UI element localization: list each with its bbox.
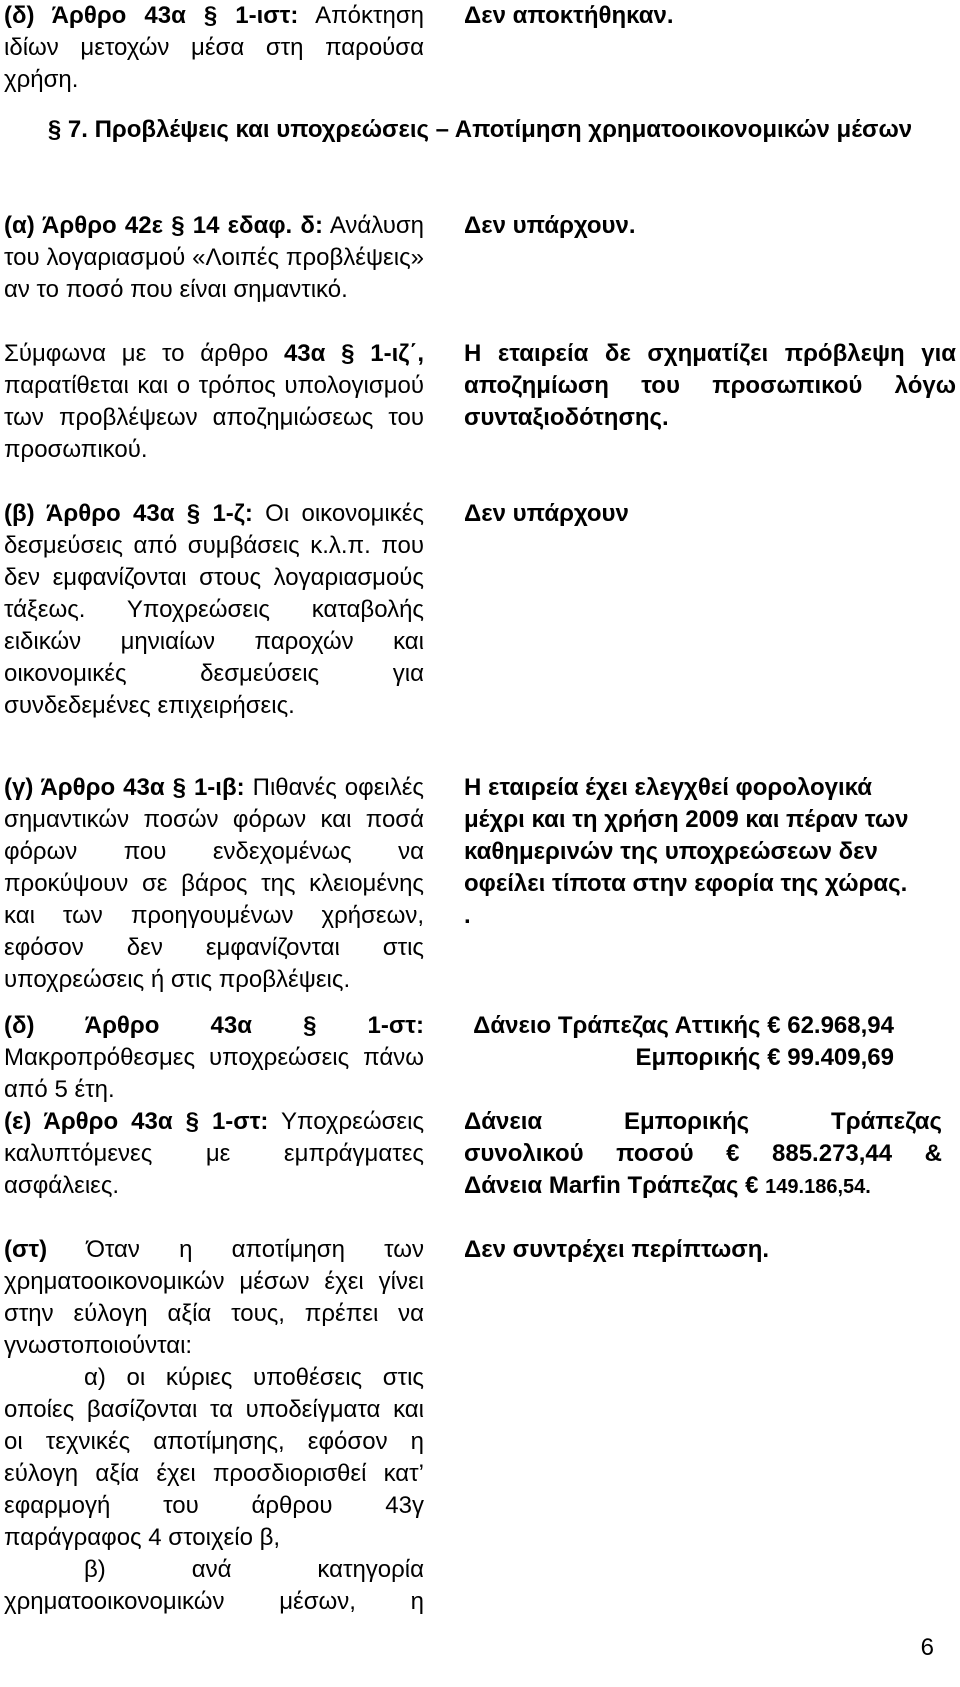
article-ref: (α) Άρθρο 42ε § 14 εδαφ. δ:: [4, 212, 323, 239]
row-c-left: [4, 772, 424, 996]
row-st-left: [4, 1234, 424, 1618]
article-ref: (δ) Άρθρο 43α § 1-ιστ:: [4, 2, 299, 29]
row-a-left: [4, 210, 424, 306]
answer-line: [464, 1170, 942, 1203]
section-heading: [32, 114, 928, 146]
list-item: β) ανά κατηγορία χρηματοοικονομικών μέσων, η: [4, 1556, 424, 1615]
section-number: § 7.: [47, 116, 88, 143]
answer-line: Δάνειο Τράπεζας Αττικής € 62.968,94: [473, 1012, 894, 1039]
article-text: παρατίθεται και ο τρόπος υπολογισμού των προβλέψεων αποζημιώσεως του προσωπικού.: [4, 372, 424, 463]
row-e-answer: [464, 1106, 942, 1203]
row-c-answer: [464, 772, 934, 932]
answer-dot: .: [464, 902, 471, 929]
answer-line: Εμπορικής € 99.409,69: [635, 1044, 894, 1071]
article-ref: (ε) Άρθρο 43α § 1-στ:: [4, 1108, 269, 1135]
answer-line: Δάνεια Εμπορικής Τράπεζας: [464, 1108, 942, 1135]
row-d-top-left: [4, 0, 424, 96]
row-b-left: [4, 498, 424, 722]
answer-line: συνολικού ποσού € 885.273,44 &: [464, 1140, 942, 1167]
answer-part: Δάνεια Marfin Τράπεζας €: [464, 1172, 759, 1199]
row-b-answer: Δεν υπάρχουν: [464, 500, 629, 527]
article-text: Μακροπρόθεσμες υποχρεώσεις πάνω από 5 έτη.: [4, 1044, 424, 1103]
list-item: α) οι κύριες υποθέσεις στις οποίες βασίζονται τα υποδείγματα και οι τεχνικές αποτίμησης, εφόσον η εύλογη αξία έχει προσδιορισθεί κατ’ εφαρμογή του άρθρου 43γ παράγραφος 4 στοιχείο β,: [4, 1364, 424, 1551]
article-text: Υποχρεώσεις καλυπτόμενες με εμπράγματες ασφάλειες.: [4, 1108, 425, 1199]
article-text: Πιθανές οφειλές σημαντικών ποσών φόρων και ποσά φόρων που ενδεχομένως να προκύψουν σε βάρος της κλειομένης και των προηγουμένων χρήσεων, εφόσον δεν εμφανίζονται στις υποχρεώσεις ή στις προβλέψεις.: [4, 774, 424, 993]
article-ref: (στ): [4, 1236, 48, 1263]
article-text: Σύμφωνα με το άρθρο: [4, 340, 269, 367]
row-a2-left: [4, 338, 424, 466]
article-ref: (δ) Άρθρο 43α § 1-στ:: [4, 1012, 424, 1039]
answer-part: 149.186,54.: [765, 1176, 871, 1198]
article-ref: 43α § 1-ιζ΄,: [283, 340, 425, 367]
article-text: Όταν η αποτίμηση των χρηματοοικονομικών μέσων έχει γίνει στην εύλογη αξία τους, πρέπει να γνωστοποιούνται:: [4, 1236, 424, 1359]
row-a-answer: Δεν υπάρχουν.: [464, 212, 636, 239]
article-text: Οι οικονομικές δεσμεύσεις από συμβάσεις κ.λ.π. που δεν εμφανίζονται στους λογαριασμούς τάξεως. Υποχρεώσεις καταβολής ειδικών μηνιαίων παροχών και οικονομικές δεσμεύσεις για συνδεδεμένες επιχειρήσεις.: [4, 500, 424, 719]
row-a2-answer: Η εταιρεία δε σχηματίζει πρόβλεψη για αποζημίωση του προσωπικού λόγω συνταξιοδότησης.: [464, 340, 956, 431]
row-e-left: [4, 1106, 424, 1202]
article-ref: (γ) Άρθρο 43α § 1-ιβ:: [4, 774, 245, 801]
row-st-answer: Δεν συντρέχει περίπτωση.: [464, 1236, 770, 1263]
row-d-left: [4, 1010, 424, 1106]
section-title: Προβλέψεις και υποχρεώσεις – Αποτίμηση χρηματοοικονομικών μέσων: [94, 116, 913, 143]
row-d-top-answer: Δεν αποκτήθηκαν.: [464, 2, 674, 29]
answer-text: Η εταιρεία έχει ελεγχθεί φορολογικά μέχρι και τη χρήση 2009 και πέραν των καθημερινών της υποχρεώσεων δεν οφείλει τίποτα στην εφορία της χώρας.: [464, 774, 909, 897]
article-ref: (β) Άρθρο 43α § 1-ζ:: [4, 500, 253, 527]
page-number: 6: [920, 1634, 934, 1661]
article-text: Απόκτηση ιδίων μετοχών μέσα στη παρούσα χρήση.: [4, 2, 425, 93]
article-text: Ανάλυση του λογαριασμού «Λοιπές προβλέψεις» αν το ποσό που είναι σημαντικό.: [4, 212, 425, 303]
row-d-answer: [464, 1010, 894, 1074]
